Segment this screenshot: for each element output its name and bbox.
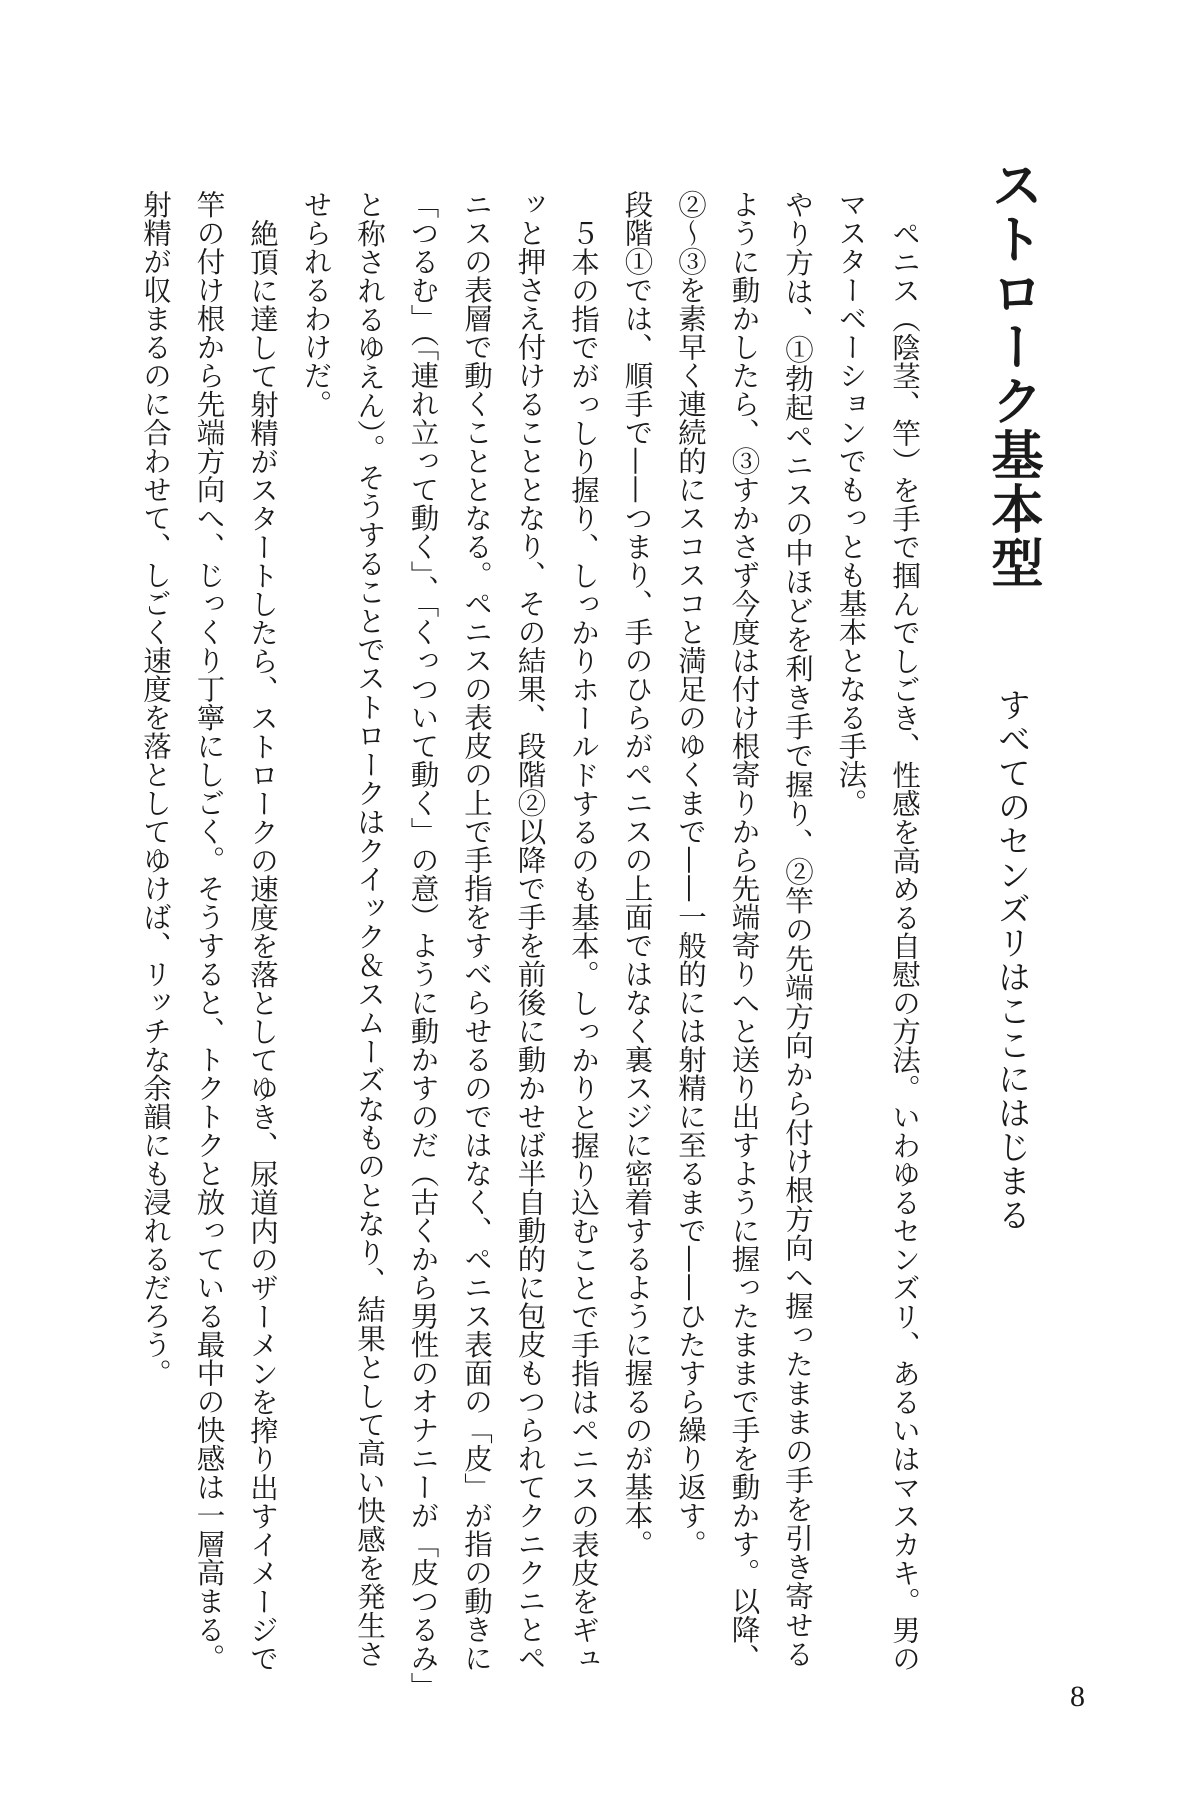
page-title: ストローク基本型 xyxy=(982,158,1042,590)
text-column: マスターベーションでもっとも基本となる手法。 xyxy=(834,190,868,817)
text-column: と称されるゆえん）。そうすることでストロークはクイック＆スムーズなものとなり、結果として高い快感を発生さ xyxy=(353,190,386,1668)
text-column: ペニス（陰茎、竿）を手で掴んでしごき、性感を高める自慰の方法。いわゆるセンズリ、あるいはマスカキ。男の xyxy=(888,218,921,1672)
page-number: 8 xyxy=(1070,1680,1085,1713)
text-column: ５本の指でがっしり握り、しっかりホールドするのも基本。しっかりと握り込むことで手指はペニスの表皮をギュ xyxy=(567,218,600,1672)
text-column: 竿の付け根から先端方向へ、じっくり丁寧にしごく。そうすると、トクトクと放っている最中の快感は一層高まる。 xyxy=(192,190,226,1672)
text-column: 段階①では、順手で——つまり、手のひらがペニスの上面ではなく裏スジに密着するように握るのが基本。 xyxy=(620,190,654,1558)
text-column: ②〜③を素早く連続的にスコスコと満足のゆくまで——一般的には射精に至るまで——ひたすら繰り返す。 xyxy=(674,190,707,1558)
text-column: 「つるむ」（「連れ立って動く」、「くっついて動く」の意）ように動かすのだ（古くから男性のオナニーが「皮つるみ」 xyxy=(406,190,440,1701)
text-column: 絶頂に達して射精がスタートしたら、ストロークの速度を落としてゆき、尿道内のザーメンを搾り出すイメージで xyxy=(246,218,279,1672)
text-column: ように動かしたら、③すかさず今度は付け根寄りから先端寄りへと送り出すように握ったままで手を動かす。以降、 xyxy=(727,190,761,1672)
text-column: 射精が収まるのに合わせて、しごく速度を落としてゆけば、リッチな余韻にも浸れるだろう。 xyxy=(139,190,172,1387)
text-column: やり方は、①勃起ペニスの中ほどを利き手で握り、②竿の先端方向から付け根方向へ握ったままの手を引き寄せる xyxy=(781,190,814,1668)
text-column: ニスの表層で動くこととなる。ペニスの表皮の上で手指をすべらせるのではなく、ペニス表面の「皮」が指の動きに xyxy=(460,190,493,1672)
text-column: ッと押さえ付けることとなり、その結果、段階②以降で手を前後に動かせば半自動的に包皮もつられてクニクニとペ xyxy=(513,190,547,1672)
text-column: せられるわけだ。 xyxy=(299,190,333,418)
body-text xyxy=(129,190,932,1701)
page-subtitle: すべてのセンズリはここにはじまる xyxy=(993,688,1032,1232)
